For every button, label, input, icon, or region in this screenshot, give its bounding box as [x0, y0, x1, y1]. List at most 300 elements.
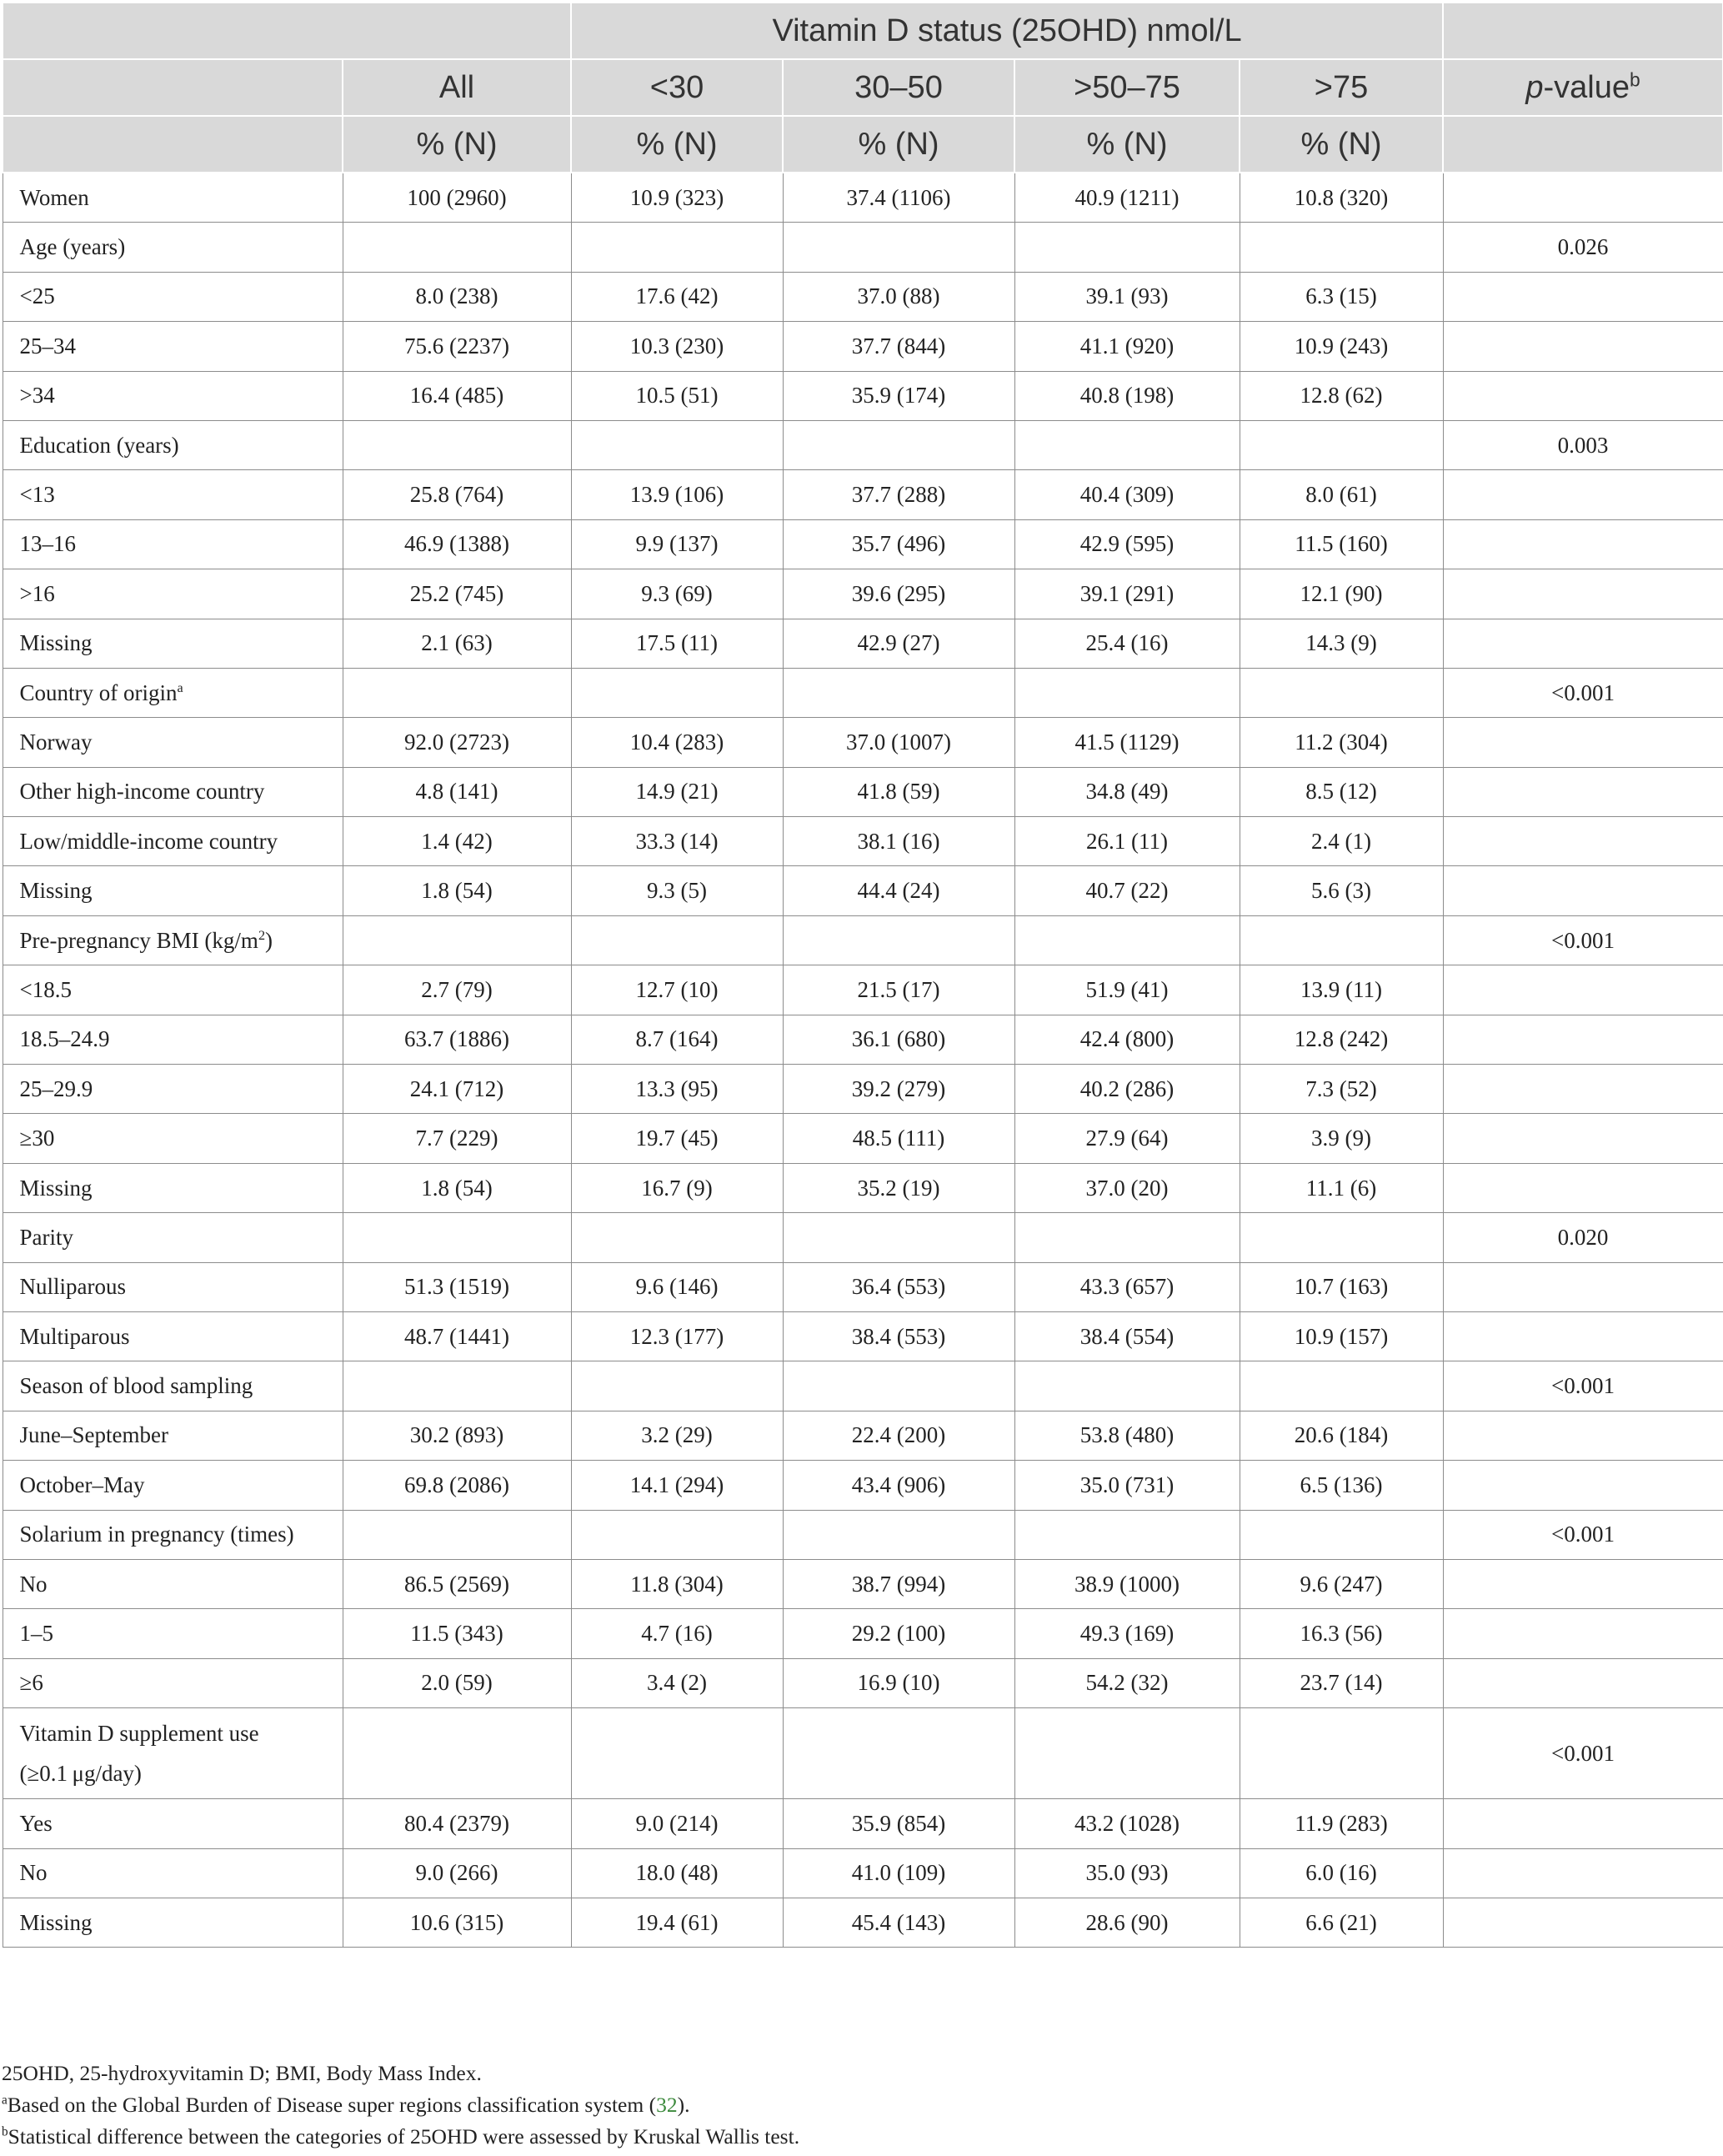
table-cell: 9.9 (137) — [571, 519, 783, 569]
table-cell — [783, 420, 1014, 469]
table-cell: 6.6 (21) — [1240, 1898, 1443, 1947]
table-row — [3, 619, 1723, 668]
row-label-line2: (≥0.1 μg/day) — [19, 1761, 142, 1787]
table-cell — [1240, 223, 1443, 272]
table-cell: 22.4 (200) — [783, 1411, 1014, 1460]
table-cell: 39.1 (291) — [1014, 569, 1240, 619]
table-cell — [571, 223, 783, 272]
table-row — [3, 1848, 1723, 1898]
table-cell: 16.4 (485) — [343, 371, 571, 420]
pvalue-cell — [1443, 1262, 1723, 1311]
table-row — [3, 1559, 1723, 1608]
pvalue-cell: <0.001 — [1443, 1510, 1723, 1559]
pvalue-cell — [1443, 1658, 1723, 1707]
row-label-text: No — [19, 1571, 48, 1597]
table-cell: 3.2 (29) — [571, 1411, 783, 1460]
table-cell — [571, 420, 783, 469]
table-cell: 40.7 (22) — [1014, 866, 1240, 915]
row-label — [3, 1262, 343, 1311]
table-row — [3, 1163, 1723, 1212]
row-label — [3, 420, 343, 469]
table-cell: 6.3 (15) — [1240, 272, 1443, 321]
table-cell: 12.8 (242) — [1240, 1015, 1443, 1064]
pvalue-cell: <0.001 — [1443, 668, 1723, 717]
pvalue-cell — [1443, 519, 1723, 569]
table-row — [3, 1461, 1723, 1510]
table-row — [3, 272, 1723, 321]
table-cell: 18.0 (48) — [571, 1848, 783, 1898]
table-cell — [571, 1213, 783, 1262]
row-label-text: >34 — [19, 383, 55, 409]
table-cell: 40.4 (309) — [1014, 470, 1240, 519]
row-label-text: <18.5 — [19, 976, 72, 1002]
table-cell — [343, 223, 571, 272]
table-cell — [1014, 1510, 1240, 1559]
row-label-text: <13 — [19, 482, 55, 508]
table-header — [3, 3, 1723, 173]
table-row — [3, 519, 1723, 569]
table-cell: 34.8 (49) — [1014, 767, 1240, 816]
table-cell — [1240, 668, 1443, 717]
table-cell: 38.7 (994) — [783, 1559, 1014, 1608]
table-row — [3, 322, 1723, 371]
table-cell — [343, 668, 571, 717]
vitamin-d-table — [2, 2, 1723, 1948]
table-cell: 10.4 (283) — [571, 718, 783, 767]
table-cell: 41.0 (109) — [783, 1848, 1014, 1898]
table-row — [3, 470, 1723, 519]
table-cell — [343, 1361, 571, 1411]
table-cell: 16.3 (56) — [1240, 1609, 1443, 1658]
row-label-text: Vitamin D supplement use — [19, 1721, 259, 1747]
pvalue-cell — [1443, 173, 1723, 223]
header-blank-cell — [3, 59, 343, 116]
table-cell: 10.7 (163) — [1240, 1262, 1443, 1311]
table-row — [3, 1065, 1723, 1114]
row-label-text: Missing — [19, 878, 93, 904]
pvalue-cell — [1443, 1411, 1723, 1460]
row-label — [3, 1708, 343, 1799]
table-cell: 9.3 (69) — [571, 569, 783, 619]
pvalue-cell — [1443, 1898, 1723, 1947]
row-label-text: <25 — [19, 283, 55, 309]
table-row — [3, 1411, 1723, 1460]
row-label-text: ≥30 — [19, 1126, 55, 1151]
table-cell: 13.3 (95) — [571, 1065, 783, 1114]
table-cell — [783, 668, 1014, 717]
table-cell: 35.0 (93) — [1014, 1848, 1240, 1898]
table-row — [3, 371, 1723, 420]
table-cell: 25.4 (16) — [1014, 619, 1240, 668]
table-cell: 35.9 (174) — [783, 371, 1014, 420]
table-cell: 13.9 (11) — [1240, 965, 1443, 1015]
table-row — [3, 420, 1723, 469]
footnote-a-mark: a — [2, 2093, 8, 2108]
header-blank-cell — [1443, 3, 1723, 59]
row-label — [3, 1213, 343, 1262]
table-cell — [571, 1510, 783, 1559]
table-cell: 14.9 (21) — [571, 767, 783, 816]
footnote-a — [2, 2089, 1719, 2121]
table-cell: 12.1 (90) — [1240, 569, 1443, 619]
row-label — [3, 965, 343, 1015]
table-cell: 19.7 (45) — [571, 1114, 783, 1163]
table-cell: 17.5 (11) — [571, 619, 783, 668]
table-row — [3, 965, 1723, 1015]
row-label-text: Missing — [19, 630, 93, 656]
table-cell: 21.5 (17) — [783, 965, 1014, 1015]
footnote-a-text: Based on the Global Burden of Disease super regions classification system ( — [7, 2093, 657, 2117]
table-cell: 48.7 (1441) — [343, 1311, 571, 1361]
table-cell — [1240, 420, 1443, 469]
table-cell: 92.0 (2723) — [343, 718, 571, 767]
table-cell: 75.6 (2237) — [343, 322, 571, 371]
row-label — [3, 767, 343, 816]
table-row — [3, 817, 1723, 866]
row-label — [3, 371, 343, 420]
table-cell: 43.2 (1028) — [1014, 1799, 1240, 1848]
table-row — [3, 915, 1723, 965]
table-cell: 38.1 (16) — [783, 817, 1014, 866]
table-row — [3, 1708, 1723, 1799]
table-row — [3, 1898, 1723, 1947]
row-label — [3, 569, 343, 619]
table-cell: 37.4 (1106) — [783, 173, 1014, 223]
table-cell: 8.0 (61) — [1240, 470, 1443, 519]
table-cell — [783, 1213, 1014, 1262]
table-cell: 36.1 (680) — [783, 1015, 1014, 1064]
row-label-text: June–September — [19, 1422, 168, 1448]
table-cell — [783, 1510, 1014, 1559]
table-row — [3, 767, 1723, 816]
header-blank-cell — [3, 3, 571, 59]
table-row — [3, 1015, 1723, 1064]
table-cell: 25.2 (745) — [343, 569, 571, 619]
pvalue-cell — [1443, 371, 1723, 420]
table-cell — [1240, 1213, 1443, 1262]
pvalue-cell: 0.003 — [1443, 420, 1723, 469]
table-cell: 11.2 (304) — [1240, 718, 1443, 767]
table-row — [3, 223, 1723, 272]
pvalue-cell — [1443, 1559, 1723, 1608]
table-row — [3, 173, 1723, 223]
table-cell: 5.6 (3) — [1240, 866, 1443, 915]
table-cell: 51.3 (1519) — [343, 1262, 571, 1311]
row-label — [3, 718, 343, 767]
table-cell — [571, 668, 783, 717]
row-label — [3, 668, 343, 717]
table-row — [3, 1311, 1723, 1361]
table-cell: 11.5 (160) — [1240, 519, 1443, 569]
table-cell — [1014, 420, 1240, 469]
column-header-pvalue — [1443, 59, 1723, 116]
table-cell: 39.2 (279) — [783, 1065, 1014, 1114]
table-cell: 8.7 (164) — [571, 1015, 783, 1064]
pvalue-cell — [1443, 965, 1723, 1015]
pvalue-cell: 0.020 — [1443, 1213, 1723, 1262]
table-cell — [1014, 223, 1240, 272]
column-header-50-75: >50–75 — [1014, 59, 1240, 116]
row-label — [3, 1510, 343, 1559]
table-cell: 35.0 (731) — [1014, 1461, 1240, 1510]
pvalue-cell — [1443, 1609, 1723, 1658]
row-label-text: 18.5–24.9 — [19, 1026, 110, 1052]
table-cell: 80.4 (2379) — [343, 1799, 571, 1848]
pvalue-cell — [1443, 322, 1723, 371]
column-header-30-50: 30–50 — [783, 59, 1014, 116]
table-cell — [343, 1213, 571, 1262]
row-label — [3, 619, 343, 668]
table-cell — [343, 1510, 571, 1559]
column-header-gt75: >75 — [1240, 59, 1443, 116]
table-cell — [1014, 668, 1240, 717]
table-cell: 14.1 (294) — [571, 1461, 783, 1510]
table-cell: 54.2 (32) — [1014, 1658, 1240, 1707]
table-cell — [343, 420, 571, 469]
table-cell — [1014, 1213, 1240, 1262]
reference-link[interactable]: 32 — [656, 2093, 678, 2117]
row-label — [3, 1361, 343, 1411]
group-title: Vitamin D status (25OHD) nmol/L — [571, 3, 1443, 59]
table-cell: 40.8 (198) — [1014, 371, 1240, 420]
table-cell: 41.5 (1129) — [1014, 718, 1240, 767]
table-cell: 13.9 (106) — [571, 470, 783, 519]
column-header-all: All — [343, 59, 571, 116]
table-cell: 9.6 (146) — [571, 1262, 783, 1311]
table-cell — [343, 1708, 571, 1799]
pvalue-cell — [1443, 817, 1723, 866]
row-label-text: Age (years) — [19, 234, 126, 260]
header-blank-cell — [3, 116, 343, 173]
table-cell: 33.3 (14) — [571, 817, 783, 866]
table-footnotes — [2, 2058, 1719, 2153]
table-cell: 37.0 (88) — [783, 272, 1014, 321]
row-label — [3, 866, 343, 915]
table-cell: 2.0 (59) — [343, 1658, 571, 1707]
table-cell: 38.4 (554) — [1014, 1311, 1240, 1361]
pvalue-cell: <0.001 — [1443, 915, 1723, 965]
row-label-superscript: a — [177, 679, 183, 695]
table-row — [3, 1361, 1723, 1411]
footnote-abbreviations: 25OHD, 25-hydroxyvitamin D; BMI, Body Mass Index. — [2, 2061, 482, 2085]
pvalue-cell — [1443, 1065, 1723, 1114]
row-label — [3, 322, 343, 371]
footnote-b-text: Statistical difference between the categories of 25OHD were assessed by Kruskal Wallis test. — [8, 2124, 800, 2148]
pvalue-cell: <0.001 — [1443, 1361, 1723, 1411]
header-unit-row — [3, 116, 1723, 173]
table-cell: 11.8 (304) — [571, 1559, 783, 1608]
table-cell: 16.7 (9) — [571, 1163, 783, 1212]
row-label — [3, 1311, 343, 1361]
table-cell: 27.9 (64) — [1014, 1114, 1240, 1163]
pvalue-cell — [1443, 470, 1723, 519]
pvalue-italic: p — [1525, 69, 1544, 105]
table-cell: 53.8 (480) — [1014, 1411, 1240, 1460]
unit-header: % (N) — [783, 116, 1014, 173]
table-row — [3, 866, 1723, 915]
table-cell: 11.9 (283) — [1240, 1799, 1443, 1848]
table-cell — [783, 915, 1014, 965]
row-label — [3, 1163, 343, 1212]
table-cell: 10.8 (320) — [1240, 173, 1443, 223]
table-cell: 19.4 (61) — [571, 1898, 783, 1947]
table-cell: 12.7 (10) — [571, 965, 783, 1015]
footnote-b-mark: b — [2, 2124, 8, 2139]
table-cell: 16.9 (10) — [783, 1658, 1014, 1707]
pvalue-cell — [1443, 1848, 1723, 1898]
pvalue-cell — [1443, 1461, 1723, 1510]
table-cell: 4.8 (141) — [343, 767, 571, 816]
row-label-text: Season of blood sampling — [19, 1373, 253, 1399]
table-cell — [783, 1708, 1014, 1799]
row-label-text: ≥6 — [19, 1670, 43, 1696]
row-label — [3, 1559, 343, 1608]
pvalue-cell — [1443, 569, 1723, 619]
table-cell: 10.6 (315) — [343, 1898, 571, 1947]
table-body — [3, 173, 1723, 1948]
table-row — [3, 1609, 1723, 1658]
table-cell: 36.4 (553) — [783, 1262, 1014, 1311]
table-cell: 35.9 (854) — [783, 1799, 1014, 1848]
table-cell: 30.2 (893) — [343, 1411, 571, 1460]
pvalue-cell — [1443, 272, 1723, 321]
table-cell: 12.8 (62) — [1240, 371, 1443, 420]
table-row — [3, 1114, 1723, 1163]
table-cell: 38.9 (1000) — [1014, 1559, 1240, 1608]
table-cell — [1240, 1361, 1443, 1411]
table-cell: 7.7 (229) — [343, 1114, 571, 1163]
row-label — [3, 1015, 343, 1064]
row-label-text: >16 — [19, 580, 55, 606]
table-cell: 4.7 (16) — [571, 1609, 783, 1658]
table-cell: 10.9 (323) — [571, 173, 783, 223]
pvalue-cell — [1443, 767, 1723, 816]
table-cell: 10.9 (243) — [1240, 322, 1443, 371]
table-cell: 1.8 (54) — [343, 1163, 571, 1212]
table-cell: 40.2 (286) — [1014, 1065, 1240, 1114]
pvalue-footnote-mark: b — [1630, 68, 1640, 90]
row-label-text: Missing — [19, 1909, 93, 1935]
row-label-text: 25–34 — [19, 333, 76, 358]
table-cell: 42.9 (27) — [783, 619, 1014, 668]
table-cell — [783, 223, 1014, 272]
table-cell: 45.4 (143) — [783, 1898, 1014, 1947]
row-label — [3, 1411, 343, 1460]
table-cell: 24.1 (712) — [343, 1065, 571, 1114]
table-cell: 9.3 (5) — [571, 866, 783, 915]
table-cell: 6.5 (136) — [1240, 1461, 1443, 1510]
table-row — [3, 718, 1723, 767]
table-cell: 1.8 (54) — [343, 866, 571, 915]
table-cell: 29.2 (100) — [783, 1609, 1014, 1658]
table-cell: 35.2 (19) — [783, 1163, 1014, 1212]
table-cell: 35.7 (496) — [783, 519, 1014, 569]
table-cell: 20.6 (184) — [1240, 1411, 1443, 1460]
table-row — [3, 668, 1723, 717]
row-label — [3, 272, 343, 321]
table-cell: 2.1 (63) — [343, 619, 571, 668]
table-cell: 9.0 (214) — [571, 1799, 783, 1848]
unit-header: % (N) — [1240, 116, 1443, 173]
table-cell — [783, 1361, 1014, 1411]
table-cell: 9.6 (247) — [1240, 1559, 1443, 1608]
table-cell: 49.3 (169) — [1014, 1609, 1240, 1658]
row-label-text: Pre-pregnancy BMI (kg/m — [19, 927, 258, 953]
table-cell: 37.7 (844) — [783, 322, 1014, 371]
row-label-text: October–May — [19, 1472, 145, 1497]
table-cell: 12.3 (177) — [571, 1311, 783, 1361]
row-label-text: Multiparous — [19, 1323, 130, 1349]
table-cell: 25.8 (764) — [343, 470, 571, 519]
table-cell — [1240, 915, 1443, 965]
table-cell: 46.9 (1388) — [343, 519, 571, 569]
table-cell — [343, 915, 571, 965]
table-cell: 7.3 (52) — [1240, 1065, 1443, 1114]
header-group-row — [3, 3, 1723, 59]
table-cell: 11.1 (6) — [1240, 1163, 1443, 1212]
table-cell: 10.5 (51) — [571, 371, 783, 420]
table-cell: 37.7 (288) — [783, 470, 1014, 519]
row-label — [3, 1114, 343, 1163]
table-cell: 8.0 (238) — [343, 272, 571, 321]
table-cell: 43.4 (906) — [783, 1461, 1014, 1510]
row-label-text: Women — [19, 184, 89, 210]
table-row — [3, 1262, 1723, 1311]
row-label — [3, 1658, 343, 1707]
table-cell: 8.5 (12) — [1240, 767, 1443, 816]
row-label-text: Country of origin — [19, 679, 178, 705]
pvalue-cell — [1443, 1163, 1723, 1212]
footnote-b — [2, 2121, 1719, 2153]
unit-header: % (N) — [343, 116, 571, 173]
table-cell — [1240, 1510, 1443, 1559]
table-cell — [571, 915, 783, 965]
table-cell: 41.1 (920) — [1014, 322, 1240, 371]
row-label — [3, 1609, 343, 1658]
row-label — [3, 1848, 343, 1898]
table-cell — [1014, 1361, 1240, 1411]
table-row — [3, 1213, 1723, 1262]
table-cell: 2.7 (79) — [343, 965, 571, 1015]
table-cell: 17.6 (42) — [571, 272, 783, 321]
row-label — [3, 817, 343, 866]
row-label-text: Yes — [19, 1810, 53, 1836]
pvalue-cell — [1443, 1015, 1723, 1064]
table-row — [3, 1510, 1723, 1559]
header-columns-row — [3, 59, 1723, 116]
row-label-text: 13–16 — [19, 531, 76, 557]
column-header-lt30: <30 — [571, 59, 783, 116]
table-cell — [1014, 915, 1240, 965]
table-cell: 40.9 (1211) — [1014, 173, 1240, 223]
row-label — [3, 519, 343, 569]
row-label — [3, 1898, 343, 1947]
header-blank-cell — [1443, 116, 1723, 173]
table-row — [3, 569, 1723, 619]
table-cell: 43.3 (657) — [1014, 1262, 1240, 1311]
row-label-text: Solarium in pregnancy (times) — [19, 1522, 294, 1547]
table-cell: 100 (2960) — [343, 173, 571, 223]
row-label-text: Other high-income country — [19, 779, 265, 805]
table-cell: 39.1 (93) — [1014, 272, 1240, 321]
row-label — [3, 1461, 343, 1510]
table-cell: 48.5 (111) — [783, 1114, 1014, 1163]
pvalue-cell — [1443, 718, 1723, 767]
table-cell: 69.8 (2086) — [343, 1461, 571, 1510]
pvalue-cell: 0.026 — [1443, 223, 1723, 272]
row-label-text: Nulliparous — [19, 1274, 126, 1300]
table-cell: 3.9 (9) — [1240, 1114, 1443, 1163]
